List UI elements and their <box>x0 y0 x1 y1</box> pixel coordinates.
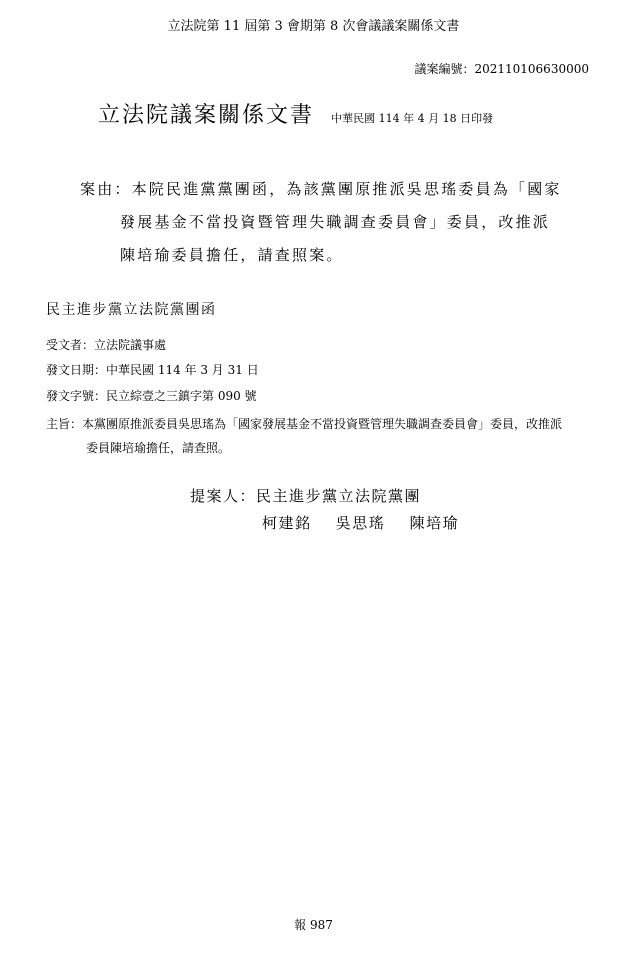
page-header-title: 立法院第 11 屆第 3 會期第 8 次會議議案關係文書 <box>167 19 460 34</box>
document-title: 立法院議案關係文書 <box>98 103 315 128</box>
signer-name: 柯建銘 <box>262 514 312 532</box>
subject-line-1: 主旨：本黨團原推派委員吳思瑤為「國家發展基金不當投資暨管理失職調查委員會」委員，改推派 <box>46 417 563 431</box>
signer-name: 吳思瑤 <box>335 514 386 532</box>
letter-serial-number: 發文字號：民立綜壹之三鎮字第 090 號 <box>46 389 257 403</box>
case-summary <box>80 173 615 272</box>
page-number: 報 987 <box>294 918 333 932</box>
letter-subject <box>46 412 614 460</box>
case-line-3: 陳培瑜委員擔任，請查照案。 <box>120 246 344 264</box>
print-date: 中華民國 114 年 4 月 18 日印發 <box>331 112 494 125</box>
case-line-2: 發展基金不當投資暨管理失職調查委員會」委員，改推派 <box>120 213 551 231</box>
bill-number: 議案編號：202110106630000 <box>414 62 589 76</box>
title-row <box>98 98 493 129</box>
letter-date: 發文日期：中華民國 114 年 3 月 31 日 <box>46 363 259 377</box>
letter-recipient: 受文者：立法院議事處 <box>46 338 167 352</box>
signers <box>262 512 459 534</box>
subject-line-2: 委員陳培瑜擔任，請查照。 <box>86 441 231 455</box>
letter-heading: 民主進步黨立法院黨團函 <box>46 302 217 318</box>
case-line-1: 案由：本院民進黨黨團函，為該黨團原推派吳思瑤委員為「國家 <box>80 180 562 198</box>
proposer-label: 提案人：民主進步黨立法院黨團 <box>190 487 422 505</box>
signer-name: 陳培瑜 <box>409 514 460 532</box>
